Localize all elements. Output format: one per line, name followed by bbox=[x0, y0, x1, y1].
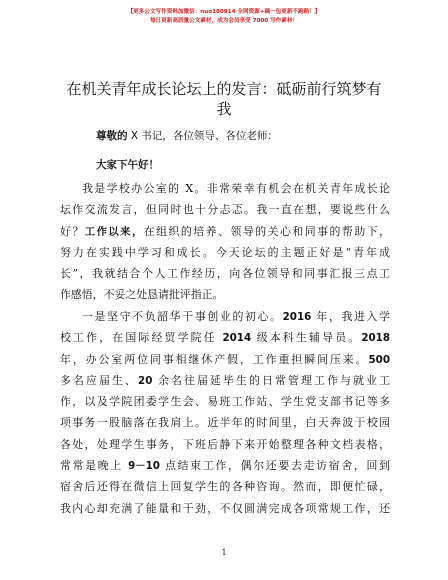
paragraph-2-line-3-text: 年，办公室两位同事相继休产假，工作重担瞬间压来。 bbox=[60, 352, 369, 366]
salutation bbox=[96, 129, 278, 144]
paragraph-2-number-20: 20 bbox=[138, 374, 153, 387]
promo-banner-line-2: 每日更新高质量公文素材，成为会员享受 7000 写作素材！ bbox=[149, 18, 299, 24]
salutation-bold: 尊敬的 bbox=[96, 130, 128, 142]
salutation-rest: X 书记，各位领导、各位老师： bbox=[127, 130, 278, 142]
paragraph-1-line-1: 我是学校办公室的 X。非常荣幸有机会在机关青年成长论 bbox=[82, 182, 390, 195]
promo-banner-line-1: 【更多公文写作资料加微信：nuo180914 全网资源+稿一包更新不跑路！】 bbox=[127, 9, 321, 15]
paragraph-2-year-2018: 2018 bbox=[361, 332, 390, 345]
paragraph-2-year-2016: 2016 bbox=[282, 311, 312, 323]
paragraph-2-line-5: 作，以及学院团委学生会、易班工作站、学生党支部书记等多 bbox=[60, 395, 390, 409]
paragraph-1-line-4: 努力在实践中学习和成长。今天论坛的主题正好是“青年成 bbox=[60, 245, 390, 259]
greeting: 大家下午好！ bbox=[96, 159, 159, 171]
paragraph-2-line-8-a: 常常是晚上 bbox=[60, 459, 129, 473]
paragraph-1-line-6: 作感悟，不妥之处恳请批评指正。 bbox=[60, 288, 224, 302]
paragraph-1-line-5: 长”，我就结合个人工作经历，向各位领导和同事汇报三点工 bbox=[60, 267, 390, 281]
paragraph-2-time-range: 9－10 bbox=[128, 460, 160, 473]
paragraph-2-line-1-a: 一是坚守不负韶华干事创业的初心。 bbox=[82, 310, 283, 323]
paragraph-1 bbox=[60, 178, 390, 306]
paragraph-2-line-7: 各处，处理学生事务，下班后静下来开始整理各种文档表格， bbox=[60, 437, 390, 451]
paragraph-2-line-4 bbox=[60, 370, 390, 391]
paragraph-2-line-10: 我内心却充满了能量和干劲，不仅圆满完成各项常规工作，还 bbox=[60, 501, 390, 515]
paragraph-2-line-1 bbox=[60, 306, 390, 327]
page-number: 1 bbox=[221, 548, 227, 557]
paragraph-2-line-2-a: 校工作，在国际经贸学院任 bbox=[60, 331, 223, 345]
paragraph-2-year-2014: 2014 bbox=[222, 332, 252, 345]
paragraph-2-line-3 bbox=[60, 349, 390, 370]
paragraph-2-number-500: 500 bbox=[368, 353, 390, 366]
promo-banner bbox=[0, 8, 448, 26]
paragraph-2-line-2-c: 级本科生辅导员。 bbox=[251, 331, 362, 345]
paragraph-2-line-1-c: 年，我进入学 bbox=[311, 310, 390, 323]
paragraph-2-line-8-c: 点结束工作，偶尔还要去走访宿舍，回到 bbox=[159, 459, 390, 473]
paragraph-1-line-3-a: 好？ bbox=[60, 224, 85, 238]
paragraph-2-line-8 bbox=[60, 455, 390, 476]
document-title: 在机关青年成长论坛上的发言：砥砺前行筑梦有我 bbox=[66, 80, 382, 118]
paragraph-1-line-3-bold: 工作以来， bbox=[84, 225, 144, 238]
paragraph-2-line-4-c: 余名往届延毕生的日常管理工作与就业工 bbox=[152, 373, 390, 387]
paragraph-1-line-2: 坛作交流发言，但同时也十分忐忑。我一直在想，要说些什么 bbox=[60, 203, 390, 217]
paragraph-2-line-9: 宿舍后还得在微信上回复学生的各种咨询。然而，即便忙碌， bbox=[60, 480, 390, 494]
paragraph-2 bbox=[60, 306, 390, 519]
paragraph-2-line-4-a: 多名应届生、 bbox=[60, 373, 139, 387]
paragraph-2-line-2 bbox=[60, 327, 390, 348]
paragraph-1-line-3 bbox=[60, 221, 390, 242]
paragraph-1-line-3-c: 在组织的培养、领导的关心和同事的帮助下， bbox=[143, 224, 390, 238]
paragraph-2-line-6: 项事务一股脑落在我肩上。近半年的时间里，白天奔波于校园 bbox=[60, 416, 390, 430]
